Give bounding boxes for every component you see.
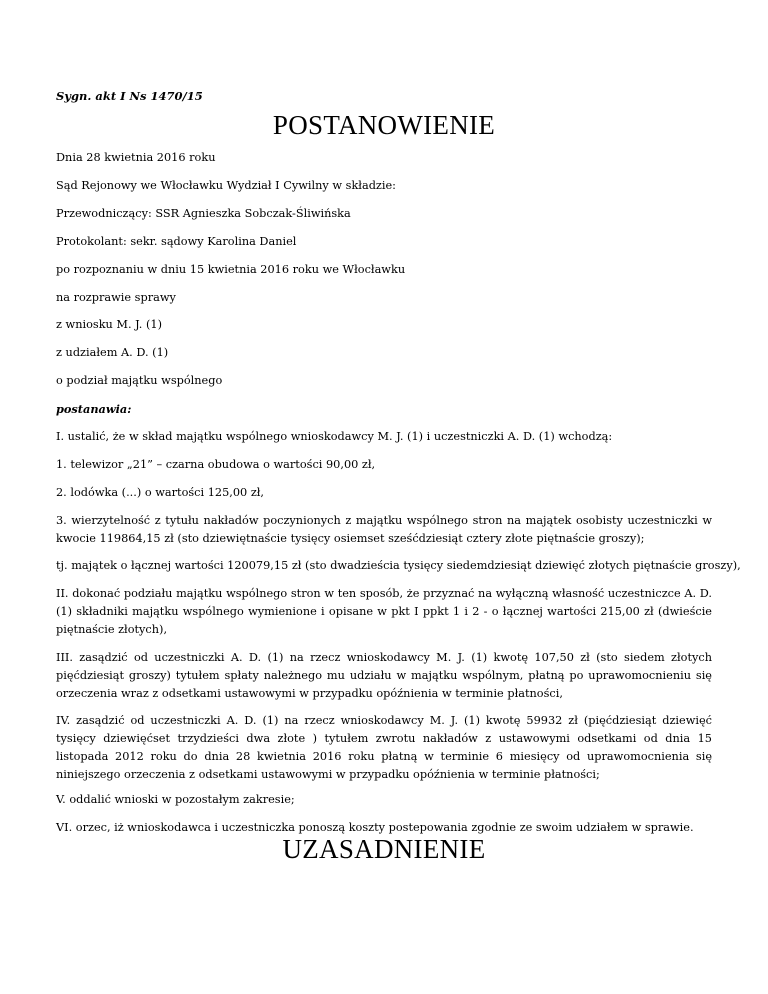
participant-line: z udziałem A. D. (1) bbox=[56, 346, 169, 359]
subject-line: o podział majątku wspólnego bbox=[56, 374, 223, 387]
point-VI: VI. orzec, iż wnioskodawca i uczestniczka ponoszą koszty postepowania zgodnie ze swoim udziałem w sprawie. bbox=[56, 821, 694, 834]
court-line: Sąd Rejonowy we Włocławku Wydział I Cywilny w składzie: bbox=[56, 179, 396, 192]
point-IV: IV. zasądzić od uczestniczki A. D. (1) na rzecz wnioskodawcy M. J. (1) kwotę 59932 zł (pięćdziesiąt dziewięć tysięcy dziewięćset trzydzieści dwa złote ) tytułem zwrotu nakładów z ustawowymi odsetkami od dnia 15 listopada 2012 roku do dnia 28 kwietnia 2016 roku płatną w terminie 6 miesięcy od uprawomocnienia się niniejszego orzeczenia z odsetkami ustawowymi w przypadku opóźnienia w terminie płatności; bbox=[56, 714, 712, 781]
item-3: 3. wierzytelność z tytułu nakładów poczynionych z majątku wspólnego stron na majątek osobisty uczestniczki w kwocie 119864,15 zł (sto dziewiętnaście tysięcy osiemset sześćdziesiąt cztery złote piętnaście groszy); bbox=[56, 514, 712, 545]
item-1: 1. telewizor „21” – czarna obudowa o wartości 90,00 zł, bbox=[56, 458, 376, 471]
justification-title: UZASADNIENIE bbox=[282, 834, 486, 864]
applicant-line: z wniosku M. J. (1) bbox=[56, 318, 162, 331]
point-I: I. ustalić, że w skład majątku wspólnego wnioskodawcy M. J. (1) i uczestniczki A. D. (1) wchodzą: bbox=[56, 430, 613, 443]
clerk-line: Protokolant: sekr. sądowy Karolina Daniel bbox=[56, 235, 297, 248]
presiding-judge-line: Przewodniczący: SSR Agnieszka Sobczak-Śliwińska bbox=[56, 207, 351, 220]
item-2: 2. lodówka (...) o wartości 125,00 zł, bbox=[56, 486, 265, 499]
point-V: V. oddalić wnioski w pozostałym zakresie; bbox=[56, 793, 295, 806]
document-title: POSTANOWIENIE bbox=[272, 110, 496, 140]
decides-label: postanawia: bbox=[56, 402, 132, 416]
case-number: Sygn. akt I Ns 1470/15 bbox=[56, 89, 203, 103]
session-line: na rozprawie sprawy bbox=[56, 291, 176, 304]
date-line: Dnia 28 kwietnia 2016 roku bbox=[56, 151, 216, 164]
point-II: II. dokonać podziału majątku wspólnego stron w ten sposób, że przyznać na wyłączną własność uczestniczce A. D. (1) składniki majątku wspólnego wymienione i opisane w pkt I ppkt 1 i 2 - o łącznej wartości 215,00 zł (dwieście piętnaście złotych), bbox=[56, 587, 712, 636]
total-value-line: tj. majątek o łącznej wartości 120079,15 zł (sto dwadzieścia tysięcy siedemdziesiąt dziewięć złotych piętnaście groszy), bbox=[56, 559, 741, 572]
hearing-line: po rozpoznaniu w dniu 15 kwietnia 2016 roku we Włocławku bbox=[56, 263, 406, 276]
point-III: III. zasądzić od uczestniczki A. D. (1) na rzecz wnioskodawcy M. J. (1) kwotę 107,50 zł (sto siedem złotych pięćdziesiąt groszy) tytułem spłaty należnego mu udziału w majątku wspólnym, płatną po uprawomocnieniu się orzeczenia wraz z odsetkami ustawowymi w przypadku opóźnienia w terminie płatności, bbox=[56, 651, 712, 700]
